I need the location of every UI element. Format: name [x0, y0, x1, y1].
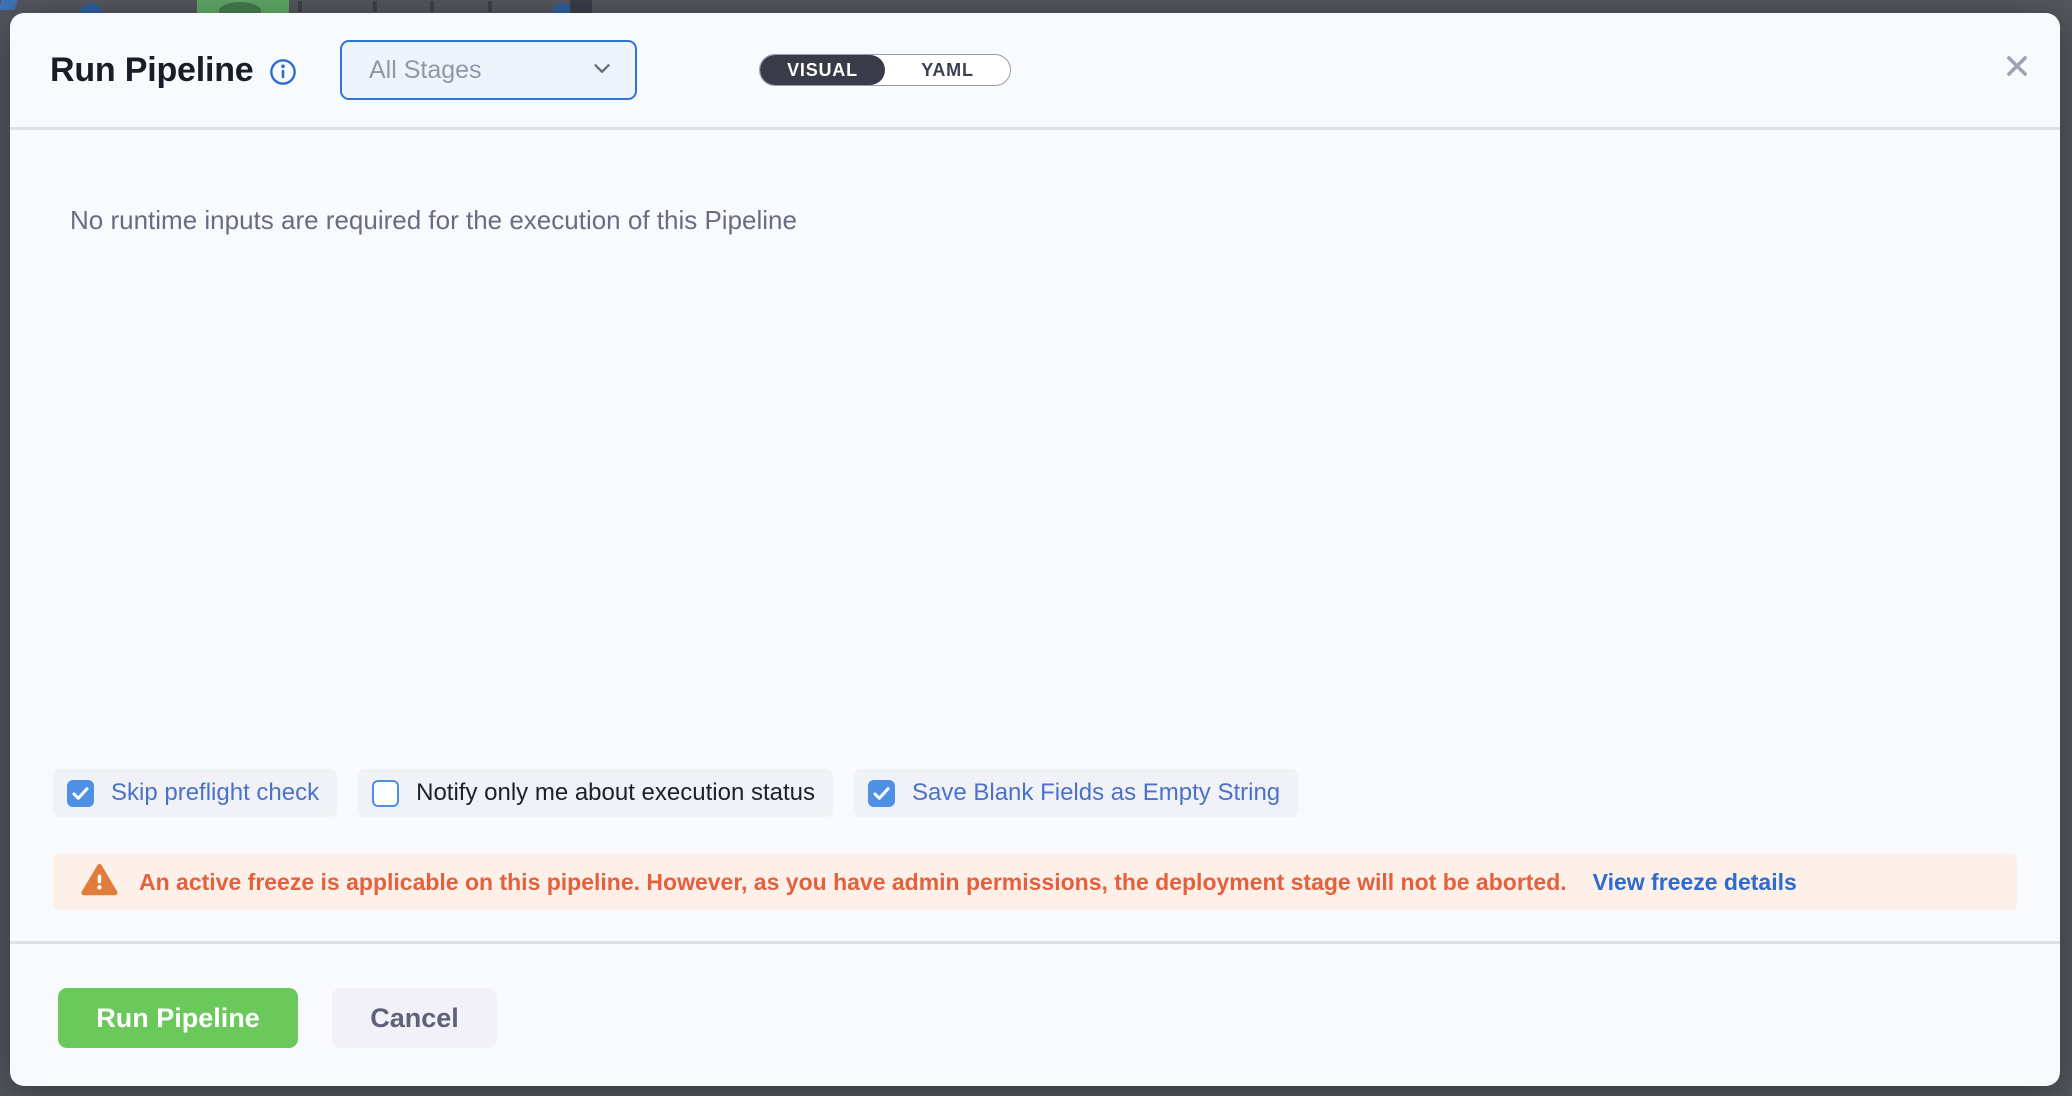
modal-header — [10, 13, 2060, 130]
checkbox-icon[interactable] — [67, 780, 94, 807]
background-fragment — [0, 0, 18, 10]
freeze-warning-banner — [53, 854, 2017, 910]
toggle-visual[interactable]: VISUAL — [760, 55, 885, 85]
background-fragment — [430, 1, 434, 12]
chevron-down-icon — [589, 55, 615, 86]
warning-triangle-icon — [81, 863, 118, 902]
freeze-warning-text: An active freeze is applicable on this pipeline. However, as you have admin permissions, the deployment stage will not be aborted. — [139, 868, 1567, 895]
run-pipeline-button[interactable]: Run Pipeline — [58, 988, 298, 1048]
stage-selector-dropdown[interactable] — [340, 40, 637, 100]
page-title: Run Pipeline — [50, 50, 254, 89]
run-options-row — [53, 769, 1298, 817]
option-label: Notify only me about execution status — [416, 779, 815, 806]
title-group — [50, 13, 297, 127]
info-icon[interactable] — [269, 55, 297, 86]
option-label: Skip preflight check — [111, 779, 320, 806]
checkbox-icon[interactable] — [372, 780, 399, 807]
background-fragment — [298, 1, 302, 12]
background-fragment — [373, 1, 377, 12]
background-fragment — [488, 1, 492, 12]
close-icon[interactable] — [2000, 49, 2034, 83]
run-pipeline-modal — [10, 13, 2060, 1086]
option-notify-only-me[interactable] — [358, 769, 833, 817]
footer-divider — [10, 941, 2060, 944]
option-save-blank-fields[interactable] — [854, 769, 1298, 817]
toggle-yaml[interactable]: YAML — [921, 59, 974, 80]
cancel-button[interactable]: Cancel — [332, 988, 497, 1048]
visual-yaml-toggle — [759, 54, 1011, 86]
checkbox-icon[interactable] — [868, 780, 895, 807]
option-skip-preflight[interactable] — [53, 769, 337, 817]
stage-selector-value: All Stages — [369, 55, 482, 84]
background-fragment — [570, 0, 592, 13]
option-label: Save Blank Fields as Empty String — [912, 779, 1281, 806]
no-runtime-inputs-message: No runtime inputs are required for the execution of this Pipeline — [70, 205, 797, 235]
background-fragment — [197, 0, 289, 13]
view-freeze-details-link[interactable]: View freeze details — [1592, 868, 1797, 895]
